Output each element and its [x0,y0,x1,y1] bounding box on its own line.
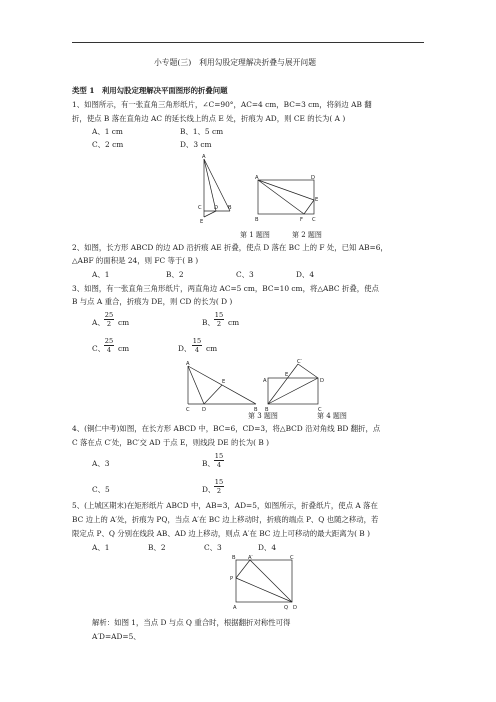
fig5-label-q: Q [284,605,289,611]
figure-1 [190,155,250,227]
fig5-label-a: A [233,605,237,611]
fig1-caption: 第 1 题图 [240,231,270,239]
fig1-label-d: D [214,205,218,211]
fig5-label-c: C [290,555,294,561]
q3-option-b-unit: cm [228,318,240,327]
q1-option-b: B、1、5 cm [180,127,224,136]
q4-line2: C 落在点 C′处，BC′交 AD 于点 E，则线段 DE 的长为( B ) [72,438,270,447]
fig3-caption: 第 3 题图 [248,412,278,420]
fig4-label-e: E [285,372,289,378]
fig5-label-b: B [232,555,236,561]
fig3-label-c: C [186,407,190,413]
fig5-label-a-prime: A′ [248,555,253,561]
q4-option-b-fraction: $\frac{15}{4}$ [214,452,224,469]
q2-line1: 2、如图，长方形 ABCD 的边 AD 沿折痕 AE 折叠，使点 D 落在 BC 上的 F 处，已知 AB=6， [72,243,388,252]
fig2-label-d: D [311,175,315,181]
q5-option-b: B、2 [148,543,166,552]
q1-option-c: C、2 cm [92,140,124,149]
fig4-label-a: A [263,378,267,384]
figure-3 [182,362,264,414]
fig2-label-e: E [315,197,319,203]
q2-option-a: A、1 [92,270,110,279]
q3-option-d-label: D、 [178,344,192,353]
q3-line1: 3、如图，有一张直角三角形纸片，两直角边 AC=5 cm，BC=10 cm，将△ABC 折叠，使点 [72,284,379,293]
fig4-label-c-prime: C′ [297,359,302,365]
fig2-caption: 第 2 题图 [292,231,322,239]
fig4-caption: 第 4 题图 [317,412,347,420]
fig2-label-b: B [255,217,259,223]
solution-line2: A′D=AD=5、 [92,632,141,641]
fig4-label-b: B [265,407,269,413]
q5-option-c: C、3 [204,543,222,552]
fig3-label-d: D [202,407,206,413]
fig2-label-c: C [312,217,316,223]
q3-option-a-label: A、 [92,318,105,327]
fig2-label-f: F [300,217,303,223]
q3-line2: B 与点 A 重合，折痕为 DE，则 CD 的长为( D ) [72,297,233,306]
q5-option-d: D、4 [258,543,277,552]
fig4-label-d: D [320,378,324,384]
figure-4 [262,358,332,416]
q4-option-d-fraction: $\frac{15}{2}$ [214,478,224,495]
q3-option-b-fraction: $\frac{15}{2}$ [214,311,224,328]
q3-option-a-unit: cm [118,318,130,327]
q1-line2: 折，使点 B 落在直角边 AC 的延长线上的点 E 处，折痕为 AD，则 CE 的长为( A ) [72,114,346,123]
q4-option-d-label: D、 [202,485,216,494]
figure-2 [254,176,320,222]
q3-option-c-unit: cm [118,344,130,353]
fig3-label-a: A [186,361,190,367]
q1-option-a: A、1 cm [92,127,123,136]
q3-option-d-unit: cm [206,344,218,353]
fig1-label-b: B [228,205,232,211]
page-title: 小专题(三) 利用勾股定理解决折叠与展开问题 [154,58,317,67]
fig3-label-e: E [222,379,226,385]
q5-option-a: A、1 [92,543,110,552]
q3-option-a-fraction: $\frac{25}{2}$ [104,311,114,328]
q5-line1: 5、(上城区期末)在矩形纸片 ABCD 中，AB=3，AD=5，如图所示，折叠纸片，使点 A 落在 [72,501,378,510]
q5-line2: BC 边上的 A′处，折痕为 PQ，当点 A′在 BC 边上移动时，折痕的端点 P、Q 也随之移动，若 [72,515,379,524]
q5-line3: 限定点 P、Q 分别在线段 AB、AD 边上移动，则点 A′在 BC 边上可移动的最大距离为( B ) [72,529,370,538]
fig1-label-a: A [202,154,206,160]
solution-line1: 解析：如图 1，当点 D 与点 Q 重合时，根据翻折对称性可得 [92,618,291,627]
q4-option-a: A、3 [92,459,110,468]
q1-option-d: D、3 cm [180,140,212,149]
figure-5 [224,556,306,612]
section-heading-type1: 类型 1 利用勾股定理解决平面图形的折叠问题 [72,86,228,95]
fig5-label-d: D [293,605,297,611]
fig3-label-b: B [254,407,258,413]
fig4-label-c: C [318,407,322,413]
fig1-label-c: C [198,205,202,211]
q2-line2: △ABF 的面积是 24，则 FC 等于( B ) [72,256,199,265]
q4-line1: 4、(铜仁中考)如图，在长方形 ABCD 中，BC=6，CD=3，将△BCD 沿对角线 BD 翻折，点 [72,424,381,433]
q3-option-c-label: C、 [92,344,106,353]
header-rule [72,42,424,43]
q2-option-c: C、3 [236,270,254,279]
q3-option-d-fraction: $\frac{15}{4}$ [192,337,202,354]
q3-option-c-fraction: $\frac{25}{4}$ [104,337,114,354]
q2-option-b: B、2 [166,270,184,279]
fig1-label-e: E [200,219,204,225]
q4-option-b-label: B、 [202,459,215,468]
fig5-label-p: P [230,576,234,582]
fig2-label-a: A [255,175,259,181]
q1-line1: 1、如图所示，有一张直角三角形纸片，∠C=90°，AC=4 cm，BC=3 cm，将斜边 AB 翻 [72,100,372,109]
q2-option-d: D、4 [296,270,315,279]
q4-option-c: C、5 [92,485,110,494]
q3-option-b-label: B、 [202,318,215,327]
